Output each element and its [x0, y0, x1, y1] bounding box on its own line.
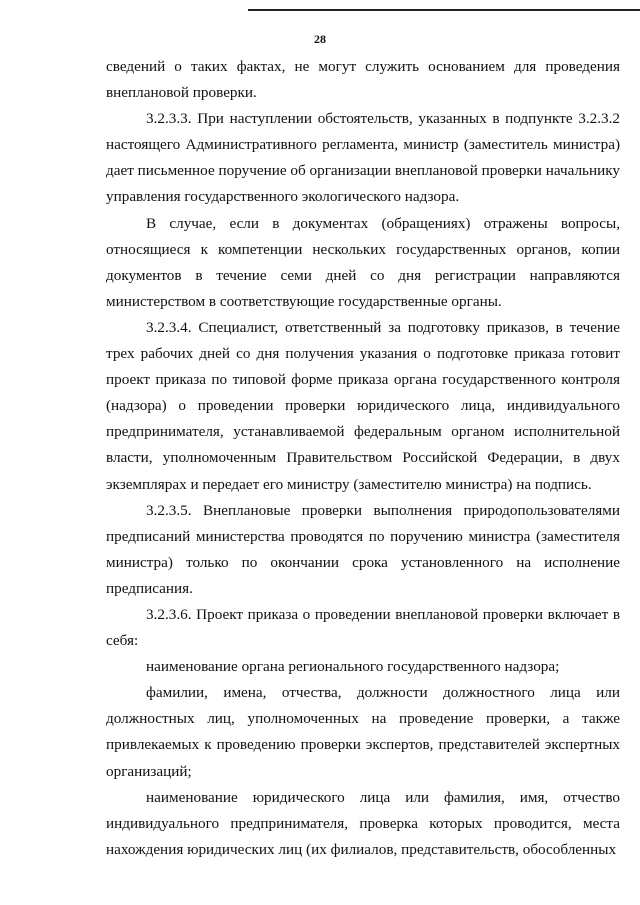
paragraph-case-documents: В случае, если в документах (обращениях) отражены вопросы, относящиеся к компетенции нескольких государственных органов, копии документов в течение семи дней со дня регистрации направляются министерством в соответствующие государственные органы. [106, 214, 620, 310]
list-item-authority-name: наименование органа регионального государственного надзора; [146, 658, 560, 676]
paragraph-3-2-3-3: 3.2.3.3. При наступлении обстоятельств, указанных в подпункте 3.2.3.2 настоящего Административного регламента, министр (заместитель министра) дает письменное поручение об организации внеплановой проверки начальнику управления государственного экологического надзора. [106, 110, 620, 206]
paragraph-3-2-3-6: 3.2.3.6. Проект приказа о проведении внеплановой проверки включает в себя: [106, 605, 620, 650]
paragraph-3-2-3-5: 3.2.3.5. Внеплановые проверки выполнения природопользователями предписаний министерства проводятся по поручению министра (заместителя министра) только по окончании срока установленного на исполнение предписания. [106, 501, 620, 597]
list-item-entity-name: наименование юридического лица или фамилия, имя, отчество индивидуального предпринимателя, проверка которых проводится, места нахождения юридических лиц (их филиалов, представительств, обособленных [106, 788, 620, 858]
list-item-officials: фамилии, имена, отчества, должности должностного лица или должностных лиц, уполномоченных на проведение проверки, а также привлекаемых к проведению проверки экспертов, представителей экспертных организаций; [106, 684, 620, 780]
page-number: 28 [314, 32, 326, 46]
document-body [106, 54, 620, 863]
paragraph-3-2-3-4: 3.2.3.4. Специалист, ответственный за подготовку приказов, в течение трех рабочих дней со дня получения указания о подготовке приказа готовит проект приказа по типовой форме приказа органа государственного контроля (надзора) о проведении проверки юридического лица, индивидуального предпринимателя, устанавливаемой федеральным органом исполнительной власти, уполномоченным Правительством Российской Федерации, в двух экземплярах и передает его министру (заместителю министра) на подпись. [106, 318, 620, 493]
paragraph-continuation: сведений о таких фактах, не могут служить основанием для проведения внеплановой проверки. [106, 58, 620, 102]
header-rule [248, 9, 640, 11]
